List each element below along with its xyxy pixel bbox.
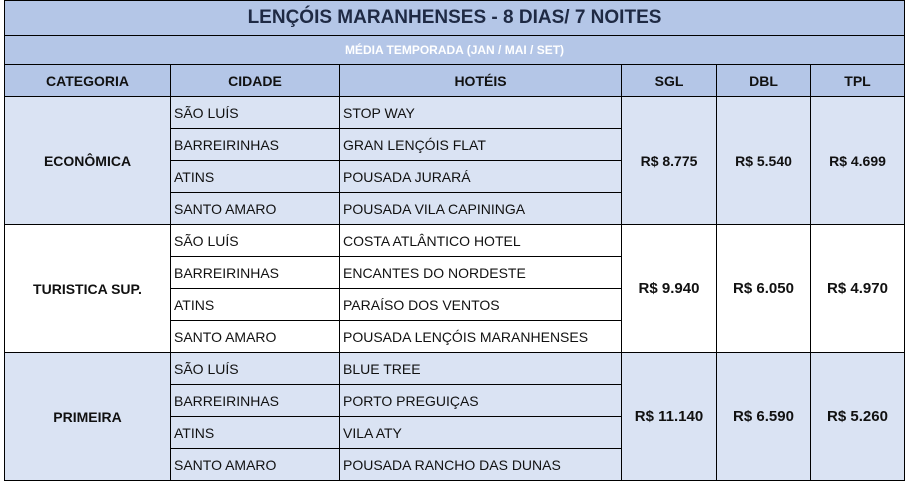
city-cell: ATINS (171, 289, 340, 321)
hotel-cell: BLUE TREE (340, 353, 622, 385)
sheet-subtitle: MÉDIA TEMPORADA (JAN / MAI / SET) (5, 36, 905, 65)
price-sgl: R$ 9.940 (622, 225, 717, 353)
hotel-cell: PORTO PREGUIÇAS (340, 385, 622, 417)
hotel-cell: VILA ATY (340, 417, 622, 449)
category-cell: TURISTICA SUP. (5, 225, 171, 353)
header-dbl: DBL (717, 65, 811, 97)
city-cell: ATINS (171, 417, 340, 449)
hotel-cell: GRAN LENÇÓIS FLAT (340, 129, 622, 161)
header-sgl: SGL (622, 65, 717, 97)
city-cell: SÃO LUÍS (171, 225, 340, 257)
city-cell: SANTO AMARO (171, 193, 340, 225)
hotel-cell: COSTA ATLÂNTICO HOTEL (340, 225, 622, 257)
city-cell: ATINS (171, 161, 340, 193)
hotel-cell: POUSADA LENÇÓIS MARANHENSES (340, 321, 622, 353)
header-tpl: TPL (811, 65, 905, 97)
price-sgl: R$ 8.775 (622, 97, 717, 225)
table-row (5, 225, 905, 257)
header-cidade: CIDADE (171, 65, 340, 97)
category-cell: ECONÔMICA (5, 97, 171, 225)
city-cell: SANTO AMARO (171, 321, 340, 353)
hotel-cell: PARAÍSO DOS VENTOS (340, 289, 622, 321)
price-table (4, 0, 905, 481)
header-categoria: CATEGORIA (5, 65, 171, 97)
price-dbl: R$ 6.050 (717, 225, 811, 353)
price-tpl: R$ 5.260 (811, 353, 905, 481)
city-cell: BARREIRINHAS (171, 129, 340, 161)
hotel-cell: POUSADA RANCHO DAS DUNAS (340, 449, 622, 481)
price-tpl: R$ 4.970 (811, 225, 905, 353)
city-cell: SÃO LUÍS (171, 97, 340, 129)
table-row (5, 97, 905, 129)
city-cell: BARREIRINHAS (171, 385, 340, 417)
hotel-cell: STOP WAY (340, 97, 622, 129)
sheet-title: LENÇÓIS MARANHENSES - 8 DIAS/ 7 NOITES (5, 1, 905, 36)
price-sgl: R$ 11.140 (622, 353, 717, 481)
table-row (5, 353, 905, 385)
hotel-cell: ENCANTES DO NORDESTE (340, 257, 622, 289)
hotel-cell: POUSADA VILA CAPININGA (340, 193, 622, 225)
city-cell: SÃO LUÍS (171, 353, 340, 385)
price-dbl: R$ 6.590 (717, 353, 811, 481)
city-cell: BARREIRINHAS (171, 257, 340, 289)
hotel-cell: POUSADA JURARÁ (340, 161, 622, 193)
price-dbl: R$ 5.540 (717, 97, 811, 225)
price-tpl: R$ 4.699 (811, 97, 905, 225)
header-row (5, 65, 905, 97)
city-cell: SANTO AMARO (171, 449, 340, 481)
header-hoteis: HOTÉIS (340, 65, 622, 97)
category-cell: PRIMEIRA (5, 353, 171, 481)
